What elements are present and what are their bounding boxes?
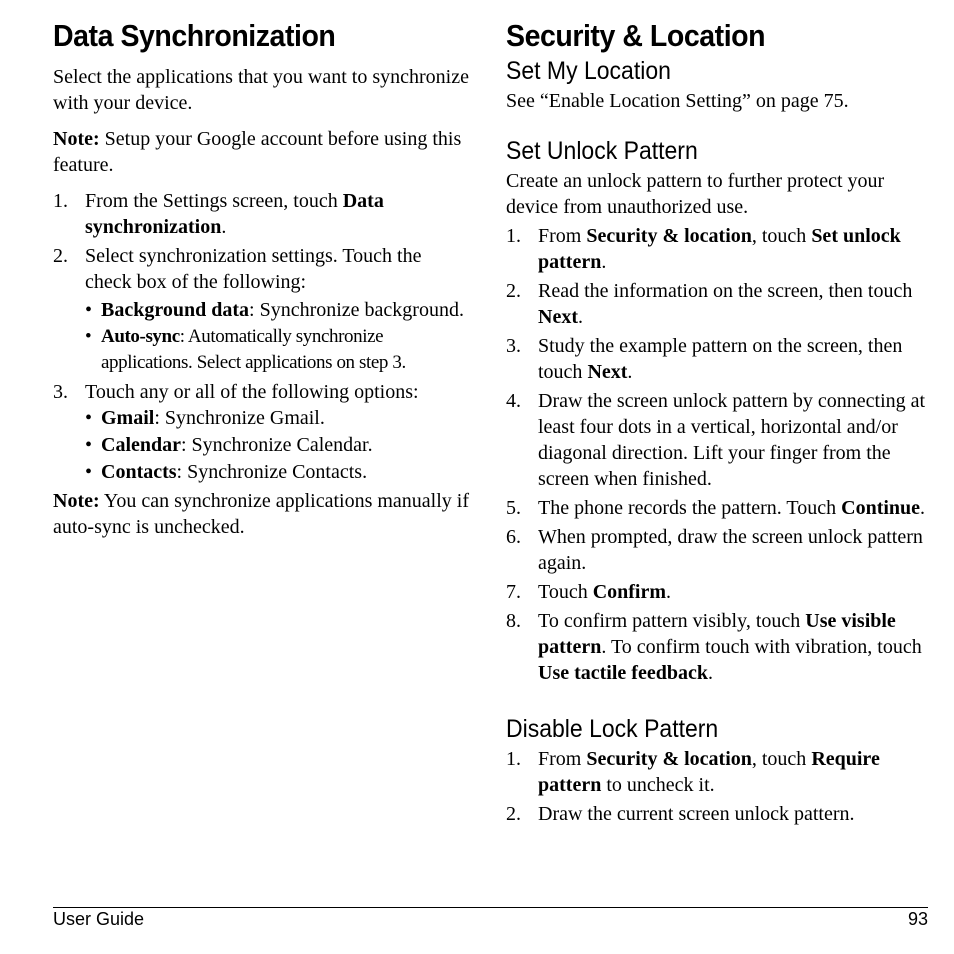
step-text: . [601, 251, 607, 273]
step-number: 3. [53, 381, 68, 403]
left-column [53, 16, 473, 550]
note-setup-account [53, 126, 473, 178]
disable-lock-pattern-heading: Disable Lock Pattern [506, 715, 719, 743]
step-text: . [577, 306, 583, 328]
list-item [506, 388, 931, 492]
step-text: Touch any or all of the following options: [85, 381, 419, 403]
list-item [506, 495, 931, 521]
page-number: 93 [907, 909, 928, 929]
bullet-bold: Auto-sync [101, 326, 180, 347]
set-my-location-text: See “Enable Location Setting” on page 75. [506, 90, 849, 112]
step-number: 8. [506, 610, 521, 632]
step-bold: Require pattern [538, 748, 880, 796]
list-item [506, 579, 931, 605]
set-my-location-heading: Set My Location [506, 57, 671, 85]
list-item [506, 801, 931, 827]
step-text: The phone records the pattern. Touch [538, 497, 842, 519]
step-text: . [666, 581, 672, 603]
right-column [506, 16, 931, 830]
bullet-text: : Synchronize Calendar. [181, 434, 373, 456]
step-bold: Security & location [586, 748, 752, 770]
data-sync-intro: Select the applications that you want to synchronize with your device. [53, 66, 469, 114]
list-item [506, 608, 931, 686]
step-number: 2. [53, 245, 68, 267]
step-text: . [920, 497, 926, 519]
step-bold: Use tactile feedback [538, 662, 708, 684]
bullet-bold: Gmail [101, 407, 155, 429]
list-item [506, 333, 931, 385]
step-number: 1. [506, 748, 521, 770]
list-item [506, 223, 931, 275]
step-number: 2. [506, 803, 521, 825]
bullet-text: : Synchronize Contacts. [176, 461, 368, 483]
step-text: Study the example pattern on the screen, then touch [538, 335, 903, 383]
disable-lock-steps [506, 746, 931, 827]
step-text: , touch [751, 748, 812, 770]
bullet: • [85, 326, 92, 347]
list-item [53, 379, 473, 485]
bullet: • [85, 461, 93, 483]
note-manual-sync [53, 488, 473, 540]
list-item [53, 243, 473, 376]
step-number: 5. [506, 497, 521, 519]
list-item [506, 524, 931, 576]
step-text: Select synchronization settings. Touch the check box of the following: [85, 245, 422, 293]
footer-divider [53, 907, 928, 908]
step-text: From the Settings screen, touch [85, 190, 343, 212]
step-number: 4. [506, 390, 521, 412]
list-item [506, 746, 931, 798]
step-bold: Confirm [592, 581, 667, 603]
bullet: • [85, 299, 93, 321]
note-label: Note: [53, 490, 100, 512]
set-unlock-pattern-heading: Set Unlock Pattern [506, 137, 698, 165]
set-unlock-pattern-intro: Create an unlock pattern to further protect your device from unauthorized use. [506, 170, 885, 218]
step2-bullet-list [85, 297, 473, 376]
data-sync-title: Data Synchronization [53, 18, 336, 53]
list-item [85, 405, 473, 431]
step-text: Draw the current screen unlock pattern. [538, 803, 855, 825]
step-text: From [538, 225, 587, 247]
bullet: • [85, 407, 93, 429]
list-item [506, 278, 931, 330]
list-item [53, 188, 473, 240]
step-text: to uncheck it. [601, 774, 715, 796]
step-text: , touch [751, 225, 812, 247]
step-text: When prompted, draw the screen unlock pattern again. [538, 526, 923, 574]
bullet-bold: Calendar [101, 434, 181, 456]
list-item [85, 297, 473, 323]
list-item [85, 432, 473, 458]
step-bold: Data synchronization [85, 190, 384, 238]
step-number: 3. [506, 335, 521, 357]
unlock-pattern-steps [506, 223, 931, 686]
bullet-text: : Synchronize Gmail. [154, 407, 325, 429]
step-number: 1. [53, 190, 68, 212]
step-text: From [538, 748, 587, 770]
data-sync-steps [53, 188, 473, 485]
note-text: Setup your Google account before using this feature. [53, 128, 462, 176]
step-text: . [627, 361, 633, 383]
step-number: 1. [506, 225, 521, 247]
step-text: . [707, 662, 713, 684]
list-item [85, 324, 473, 376]
step-text: To confirm pattern visibly, touch [538, 610, 806, 632]
note-text: You can synchronize applications manually if auto-sync is unchecked. [53, 490, 470, 538]
step-text: Read the information on the screen, then touch [538, 280, 913, 302]
step-text: Touch [538, 581, 593, 603]
step-text: . [221, 216, 227, 238]
step-bold: Next [587, 361, 628, 383]
step-bold: Next [538, 306, 578, 328]
bullet-text: : Automatically synchronize applications. Select applications on step 3. [101, 326, 406, 373]
step-text: Draw the screen unlock pattern by connecting at least four dots in a vertical, horizontal and/or diagonal direction. Lift your finger from the screen when finished. [538, 390, 926, 490]
bullet-bold: Contacts [101, 461, 177, 483]
step-number: 7. [506, 581, 521, 603]
step-number: 6. [506, 526, 521, 548]
bullet-text: : Synchronize background. [249, 299, 464, 321]
step-bold: Security & location [586, 225, 752, 247]
step3-bullet-list [85, 405, 473, 485]
step-bold: Set unlock pattern [538, 225, 901, 273]
bullet-bold: Background data [101, 299, 250, 321]
step-bold: Use visible pattern [538, 610, 896, 658]
security-location-title: Security & Location [506, 18, 766, 53]
bullet: • [85, 434, 93, 456]
footer-label: User Guide [53, 909, 145, 929]
list-item [85, 459, 473, 485]
step-text: . To confirm touch with vibration, touch [601, 636, 922, 658]
step-bold: Continue [841, 497, 921, 519]
note-label: Note: [53, 128, 100, 150]
step-number: 2. [506, 280, 521, 302]
